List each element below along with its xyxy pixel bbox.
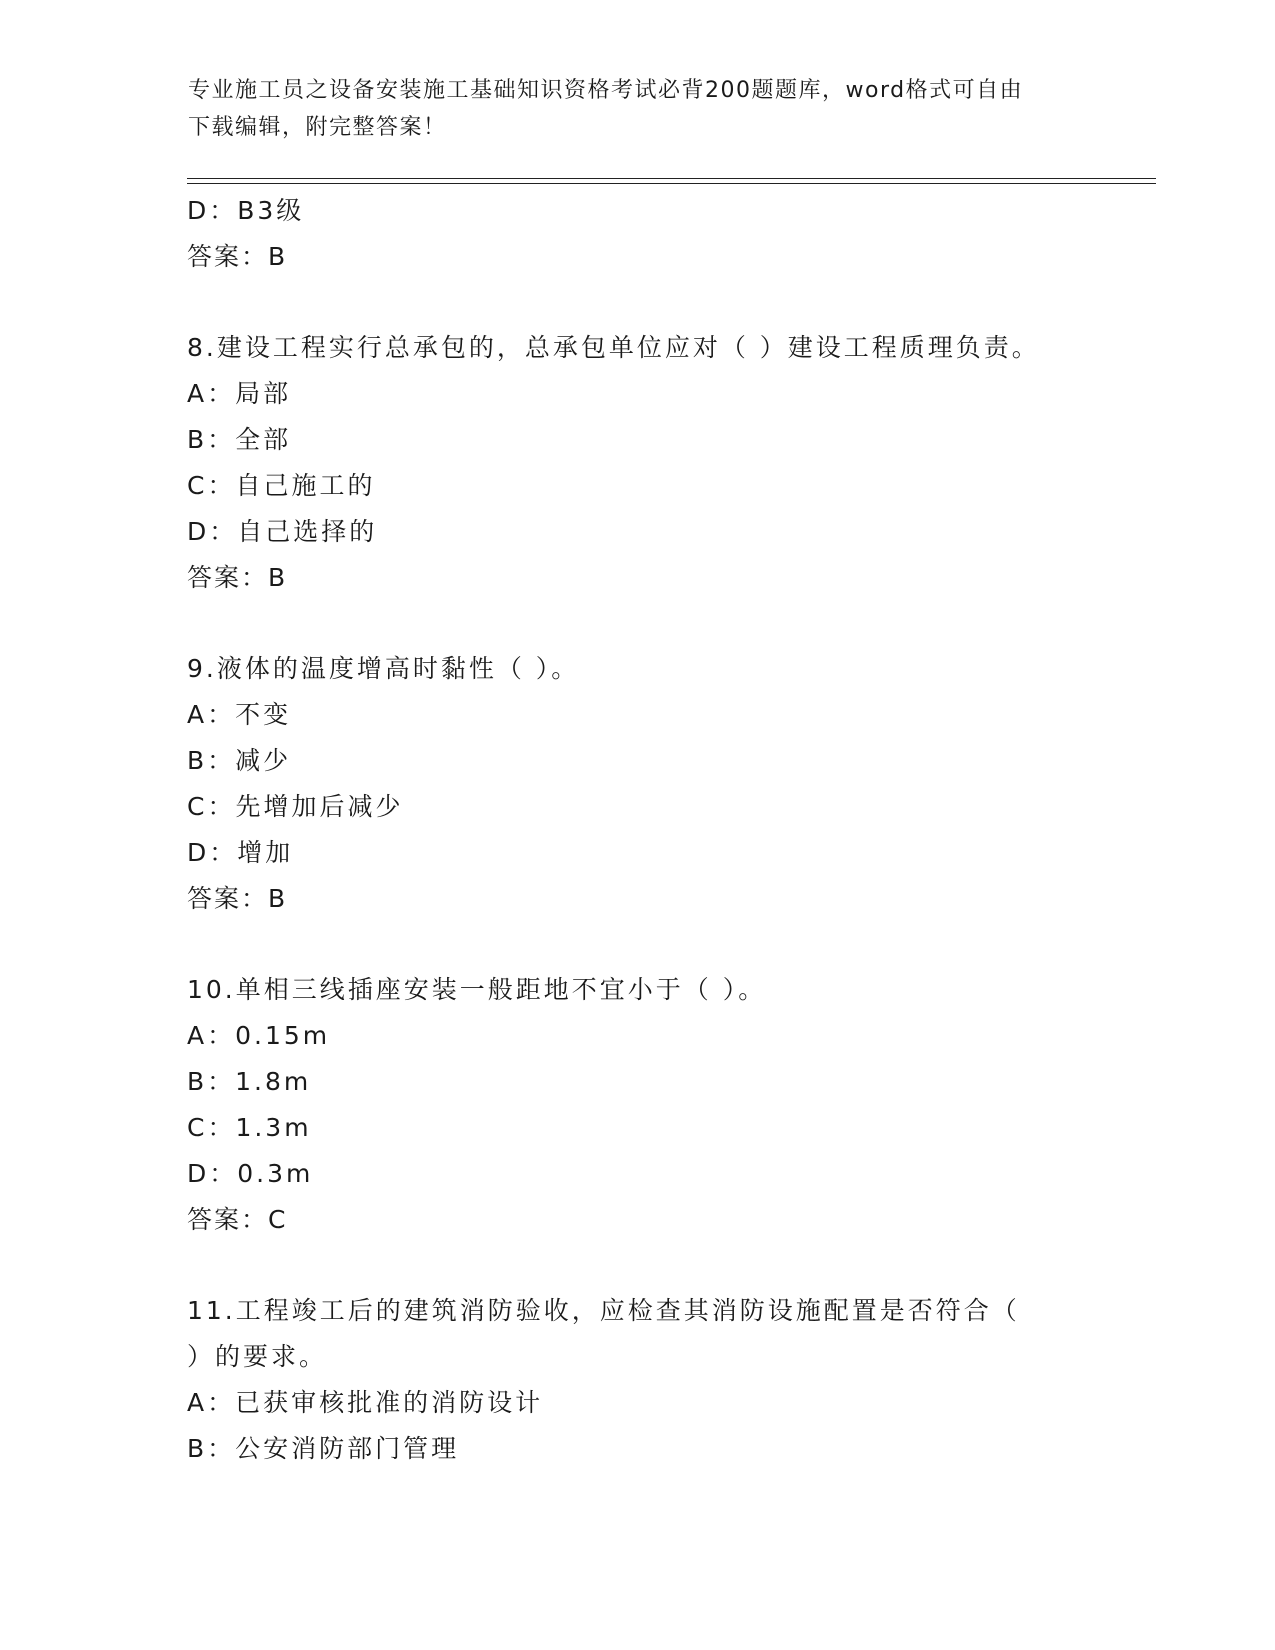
document-header xyxy=(188,72,1068,146)
option-a: A：0.15m xyxy=(187,1021,331,1050)
header-divider-top xyxy=(187,178,1156,179)
question-stem: 9.液体的温度增高时黏性（ ）。 xyxy=(187,654,580,683)
option-d: D：B3级 xyxy=(187,196,305,225)
question-11 xyxy=(187,1288,1087,1472)
answer: 答案：B xyxy=(187,563,288,592)
option-a: A：局部 xyxy=(187,379,292,408)
question-list xyxy=(187,188,1087,1472)
answer: 答案：B xyxy=(187,884,288,913)
question-stem: 10.单相三线插座安装一般距地不宜小于（ ）。 xyxy=(187,975,767,1004)
question-10 xyxy=(187,967,1087,1243)
header-title-line-1: 专业施工员之设备安装施工基础知识资格考试必背200题题库，word格式可自由 xyxy=(188,78,1024,103)
option-b: B：减少 xyxy=(187,746,292,775)
answer: 答案：C xyxy=(187,1205,288,1234)
option-b: B：全部 xyxy=(187,425,292,454)
option-c: C：先增加后减少 xyxy=(187,792,404,821)
question-stem-line-1: 11.工程竣工后的建筑消防验收，应检查其消防设施配置是否符合（ xyxy=(187,1296,1020,1325)
spacer xyxy=(187,1243,1087,1288)
option-a: A：不变 xyxy=(187,700,292,729)
spacer xyxy=(187,922,1087,967)
spacer xyxy=(187,280,1087,325)
question-9 xyxy=(187,646,1087,922)
option-a: A：已获审核批准的消防设计 xyxy=(187,1388,544,1417)
option-d: D：自己选择的 xyxy=(187,517,378,546)
option-b: B：公安消防部门管理 xyxy=(187,1434,460,1463)
spacer xyxy=(187,601,1087,646)
option-c: C：1.3m xyxy=(187,1113,312,1142)
option-b: B：1.8m xyxy=(187,1067,312,1096)
question-stem: 8.建设工程实行总承包的，总承包单位应对（ ）建设工程质理负责。 xyxy=(187,333,1040,362)
answer: 答案：B xyxy=(187,242,288,271)
option-c: C：自己施工的 xyxy=(187,471,376,500)
question-8 xyxy=(187,325,1087,601)
question-stem-line-2: ）的要求。 xyxy=(187,1342,328,1371)
header-divider-bottom xyxy=(187,183,1156,184)
header-title-line-2: 下载编辑，附完整答案！ xyxy=(188,115,447,140)
option-d: D：0.3m xyxy=(187,1159,314,1188)
option-d: D：增加 xyxy=(187,838,294,867)
